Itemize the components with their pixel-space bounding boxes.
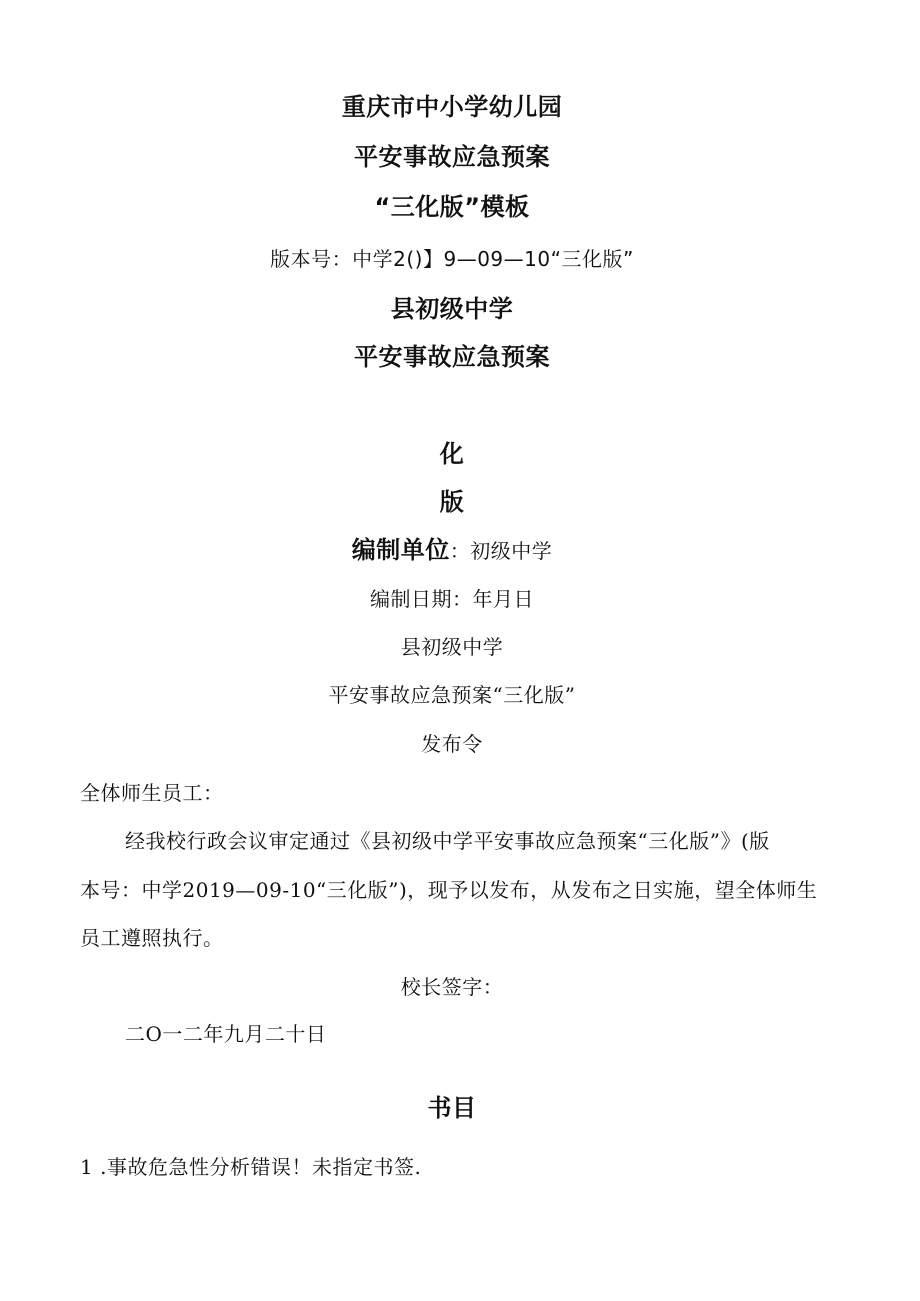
toc-title: 书目: [427, 1094, 477, 1122]
header-title-line-2: 平安事故应急预案: [354, 143, 550, 171]
signature-label: 校长签字：: [400, 975, 504, 999]
release-date: 二O一二年九月二十日: [125, 1022, 327, 1046]
paragraph-line-2: 本号：中学2019—09-10“三化版”)，现予以发布，从发布之日实施，望全体师生: [80, 878, 818, 902]
decorative-char-1: 化: [439, 440, 465, 468]
release-school: 县初级中学: [400, 635, 504, 659]
release-title: 发布令: [421, 732, 483, 756]
compiler-unit-label: 编制单位: [351, 536, 450, 564]
header-title-line-1: 重庆市中小学幼儿园: [341, 93, 563, 121]
compiler-unit-value: ：初级中学: [449, 539, 553, 563]
header-title-line-3: “三化版”模板: [374, 193, 530, 221]
compiler-unit-line: [0, 536, 904, 565]
toc-item-1[interactable]: 1 .事故危急性分析错误！未指定书签.: [80, 1155, 422, 1179]
release-plan-title: 平安事故应急预案“三化版”: [328, 683, 576, 707]
paragraph-line-1: 经我校行政会议审定通过《县初级中学平安事故应急预案“三化版”》(版: [125, 829, 770, 853]
school-name: 县初级中学: [390, 295, 514, 323]
plan-title: 平安事故应急预案: [354, 343, 550, 371]
decorative-char-2: 版: [439, 488, 465, 516]
greeting: 全体师生员工：: [80, 781, 224, 805]
paragraph-line-3: 员工遵照执行。: [80, 926, 224, 950]
compiler-date: 编制日期：年月日: [370, 587, 534, 611]
version-line: 版本号：中学2()】9—09—10“三化版”: [270, 247, 634, 271]
